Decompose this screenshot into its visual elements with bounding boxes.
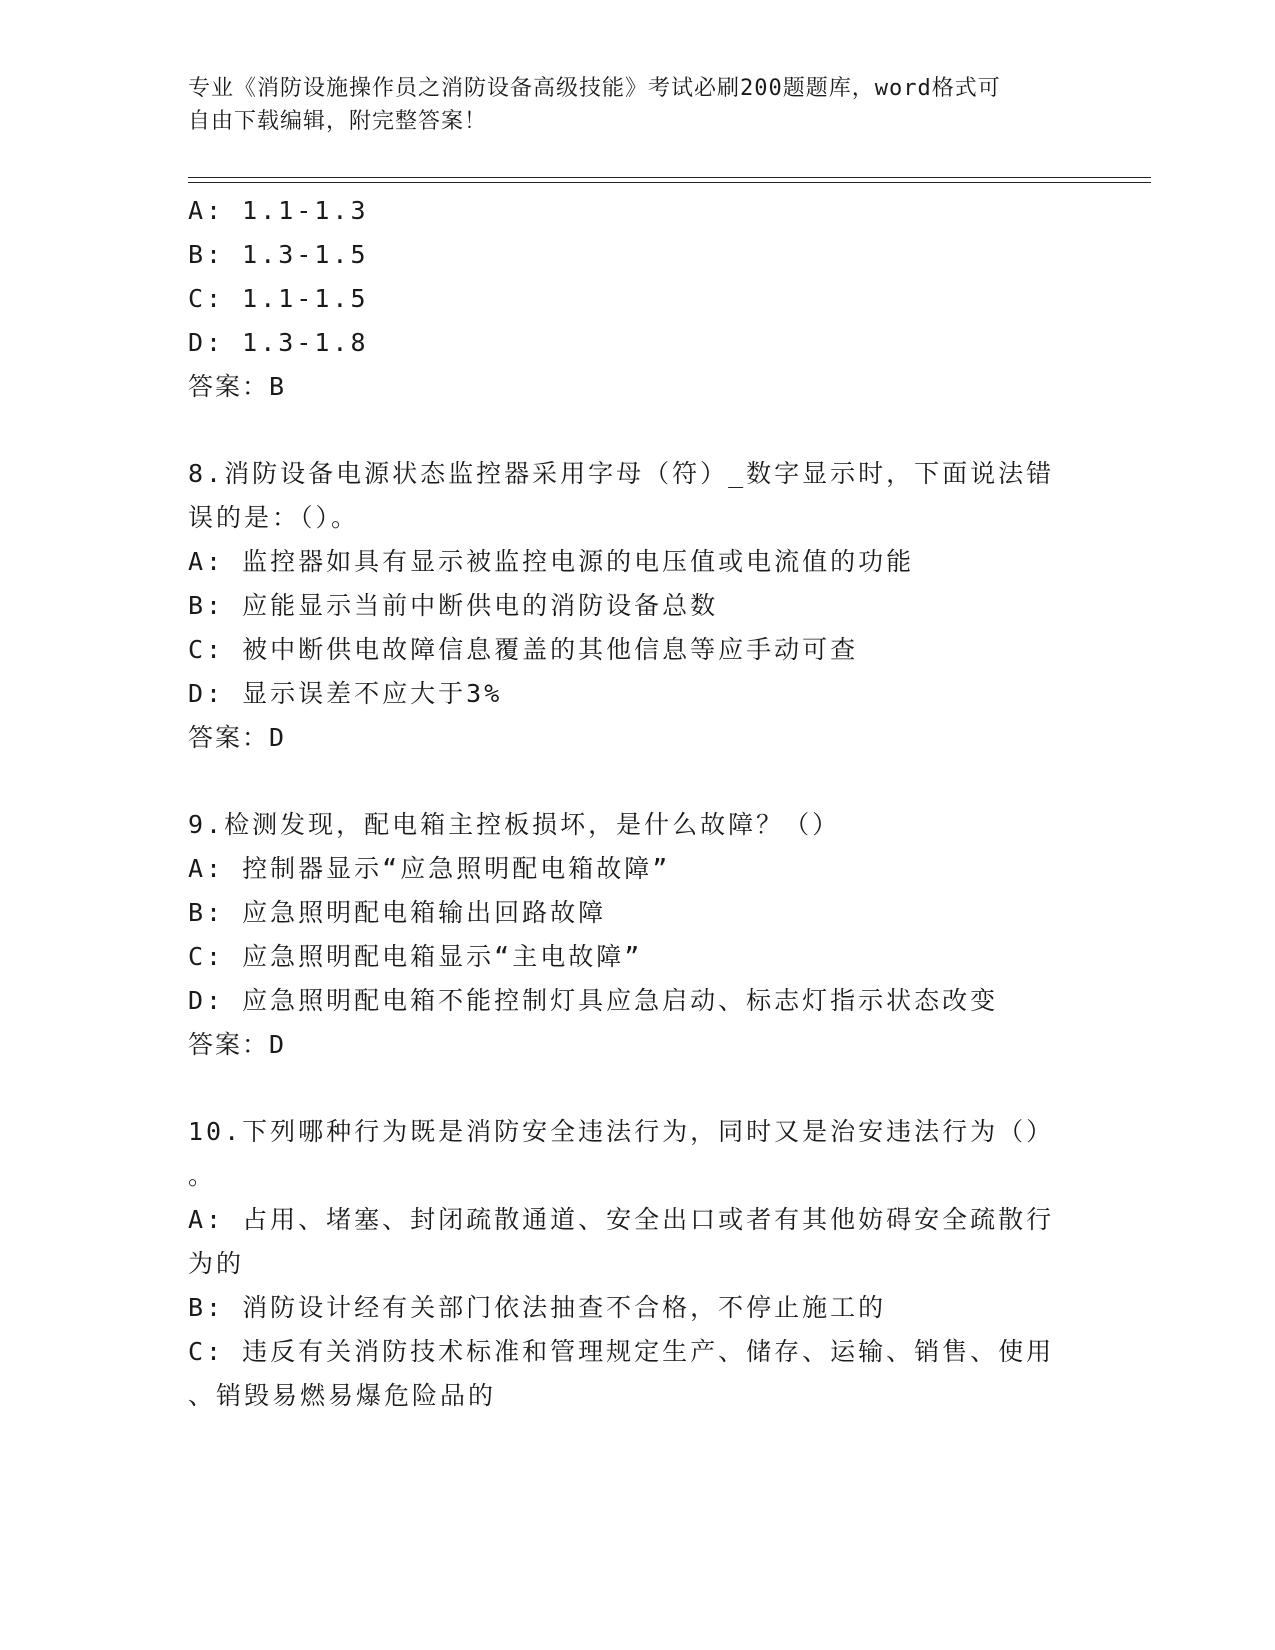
q10-option-b: B: 消防设计经有关部门依法抽查不合格，不停止施工的 xyxy=(188,1293,887,1322)
q10-option-a-line-2: 为的 xyxy=(188,1249,245,1278)
header-line-1: 专业《消防设施操作员之消防设备高级技能》考试必刷200题题库，word格式可 xyxy=(188,76,1001,101)
q8-stem-line-1: 8.消防设备电源状态监控器采用字母（符）_数字显示时，下面说法错 xyxy=(188,459,1055,488)
q8-answer: 答案：D xyxy=(188,723,287,752)
q10-option-c-line-1: C: 违反有关消防技术标准和管理规定生产、储存、运输、销售、使用 xyxy=(188,1337,1055,1366)
q10-option-a-line-1: A: 占用、堵塞、封闭疏散通道、安全出口或者有其他妨碍安全疏散行 xyxy=(188,1205,1055,1234)
q8-option-b: B: 应能显示当前中断供电的消防设备总数 xyxy=(188,591,719,620)
q8-option-a: A: 监控器如具有显示被监控电源的电压值或电流值的功能 xyxy=(188,547,915,576)
q7-option-c: C: 1.1-1.5 xyxy=(188,284,369,313)
header-line-2: 自由下载编辑，附完整答案！ xyxy=(188,109,488,134)
q10-option-c-line-2: 、销毁易燃易爆危险品的 xyxy=(188,1381,497,1410)
q9-option-c: C: 应急照明配电箱显示“主电故障” xyxy=(188,942,643,971)
q8-stem-line-2: 误的是：（）。 xyxy=(188,503,360,532)
q10-stem-line-2: 。 xyxy=(188,1161,217,1190)
q7-answer: 答案：B xyxy=(188,372,287,401)
q7-option-a: A: 1.1-1.3 xyxy=(188,196,369,225)
q9-option-d: D: 应急照明配电箱不能控制灯具应急启动、标志灯指示状态改变 xyxy=(188,986,999,1015)
q9-answer: 答案：D xyxy=(188,1030,287,1059)
document-header xyxy=(188,72,1088,138)
q7-option-d: D: 1.3-1.8 xyxy=(188,328,369,357)
q9-option-a: A: 控制器显示“应急照明配电箱故障” xyxy=(188,854,671,883)
q9-option-b: B: 应急照明配电箱输出回路故障 xyxy=(188,898,607,927)
rule-top xyxy=(188,177,1151,178)
q8-option-d: D: 显示误差不应大于3% xyxy=(188,679,503,708)
rule-bottom xyxy=(188,182,1151,183)
q7-option-b: B: 1.3-1.5 xyxy=(188,240,369,269)
q10-stem-line-1: 10.下列哪种行为既是消防安全违法行为，同时又是治安违法行为（） xyxy=(188,1117,1055,1146)
q9-stem: 9.检测发现，配电箱主控板损坏，是什么故障？（） xyxy=(188,810,841,839)
q8-option-c: C: 被中断供电故障信息覆盖的其他信息等应手动可查 xyxy=(188,635,859,664)
header-double-rule xyxy=(188,177,1151,183)
